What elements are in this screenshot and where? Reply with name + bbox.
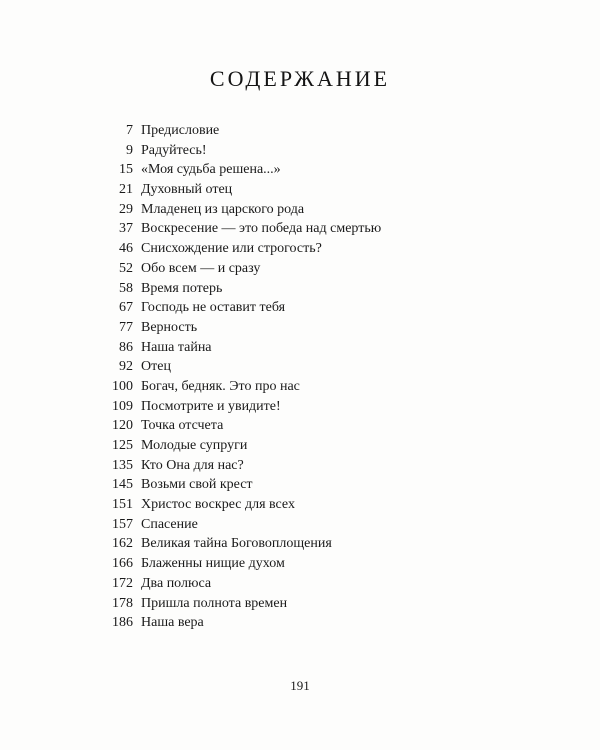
toc-entry bbox=[100, 377, 520, 397]
toc-chapter-title: Богач, бедняк. Это про нас bbox=[141, 378, 300, 394]
toc-page-number: 172 bbox=[112, 575, 133, 591]
toc-page-number: 166 bbox=[112, 556, 133, 572]
toc-page-number: 7 bbox=[126, 123, 133, 138]
toc-entry bbox=[100, 515, 520, 535]
toc-page-number: 186 bbox=[112, 615, 133, 631]
toc-chapter-title: Время потерь bbox=[141, 280, 223, 296]
page-number: 191 bbox=[290, 678, 310, 693]
toc-page-number: 9 bbox=[126, 142, 133, 158]
toc-chapter-title: Младенец из царского рода bbox=[141, 201, 305, 217]
toc-chapter-title: Точка отсчета bbox=[141, 418, 224, 434]
toc-entry bbox=[100, 495, 520, 515]
toc-chapter-title: Радуйтесь! bbox=[141, 142, 207, 158]
toc-entry bbox=[100, 613, 520, 633]
toc-entry bbox=[100, 456, 520, 476]
toc-page-number: 120 bbox=[112, 418, 133, 434]
toc-chapter-title: Христос воскрес для всех bbox=[141, 497, 295, 513]
toc-page-number: 58 bbox=[119, 280, 133, 296]
toc-chapter-title: Снисхождение или строгость? bbox=[141, 241, 322, 257]
toc-chapter-title: Молодые супруги bbox=[141, 438, 248, 453]
toc-page-number: 86 bbox=[119, 339, 133, 355]
toc-page-number: 67 bbox=[119, 300, 133, 316]
table-of-contents bbox=[100, 121, 520, 633]
toc-entry bbox=[100, 180, 520, 200]
toc-entry bbox=[100, 259, 520, 279]
toc-entry bbox=[100, 574, 520, 594]
toc-entry bbox=[100, 200, 520, 220]
toc-entry bbox=[100, 594, 520, 614]
toc-chapter-title: Блаженны нищие духом bbox=[141, 556, 285, 572]
toc-chapter-title: Обо всем — и сразу bbox=[141, 260, 261, 276]
toc-chapter-title: Кто Она для нас? bbox=[141, 457, 244, 473]
toc-page-number: 29 bbox=[119, 201, 133, 217]
toc-page-number: 151 bbox=[112, 497, 133, 513]
toc-page-number: 178 bbox=[112, 595, 133, 611]
toc-chapter-title: Наша тайна bbox=[141, 339, 212, 355]
toc-chapter-title: Отец bbox=[141, 359, 171, 375]
toc-chapter-title: Наша вера bbox=[141, 615, 204, 631]
toc-entry bbox=[100, 397, 520, 417]
toc-entry bbox=[100, 121, 520, 141]
toc-chapter-title: Спасение bbox=[141, 516, 198, 532]
toc-entry bbox=[100, 338, 520, 358]
page-title: СОДЕРЖАНИЕ bbox=[209, 66, 391, 91]
toc-chapter-title: Возьми свой крест bbox=[141, 477, 253, 493]
toc-page-number: 100 bbox=[112, 378, 133, 394]
toc-entry bbox=[100, 436, 520, 456]
toc-chapter-title: Предисловие bbox=[141, 123, 220, 138]
toc-page-number: 109 bbox=[112, 398, 133, 414]
toc-chapter-title: Пришла полнота времен bbox=[141, 595, 288, 611]
toc-page-number: 125 bbox=[112, 438, 133, 453]
toc-page-number: 157 bbox=[112, 516, 133, 532]
toc-chapter-title: Господь не оставит тебя bbox=[141, 300, 286, 316]
toc-entry bbox=[100, 416, 520, 436]
toc-entry bbox=[100, 554, 520, 574]
toc-page-number: 145 bbox=[112, 477, 133, 493]
toc-page-number: 52 bbox=[119, 260, 133, 276]
toc-page-number: 37 bbox=[119, 221, 133, 237]
toc-entry bbox=[100, 239, 520, 259]
toc-page-number: 77 bbox=[119, 319, 133, 335]
toc-chapter-title: «Моя судьба решена...» bbox=[141, 162, 281, 178]
toc-page-number: 92 bbox=[119, 359, 133, 375]
toc-entry bbox=[100, 534, 520, 554]
toc-entry bbox=[100, 279, 520, 299]
toc-chapter-title: Верность bbox=[141, 319, 198, 335]
toc-chapter-title: Воскресение — это победа над смертью bbox=[141, 221, 382, 237]
toc-chapter-title: Посмотрите и увидите! bbox=[141, 398, 281, 414]
toc-entry bbox=[100, 160, 520, 180]
toc-chapter-title: Великая тайна Боговоплощения bbox=[141, 536, 332, 552]
toc-chapter-title: Два полюса bbox=[141, 575, 212, 591]
toc-entry bbox=[100, 318, 520, 338]
toc-entry bbox=[100, 141, 520, 161]
toc-entry bbox=[100, 475, 520, 495]
toc-page-number: 162 bbox=[112, 536, 133, 552]
toc-entry bbox=[100, 298, 520, 318]
toc-page-number: 135 bbox=[112, 457, 133, 473]
toc-entry bbox=[100, 357, 520, 377]
toc-entry bbox=[100, 219, 520, 239]
toc-chapter-title: Духовный отец bbox=[141, 182, 233, 198]
toc-page-number: 21 bbox=[119, 182, 133, 198]
toc-page-number: 46 bbox=[119, 241, 133, 257]
toc-page-number: 15 bbox=[119, 162, 133, 178]
